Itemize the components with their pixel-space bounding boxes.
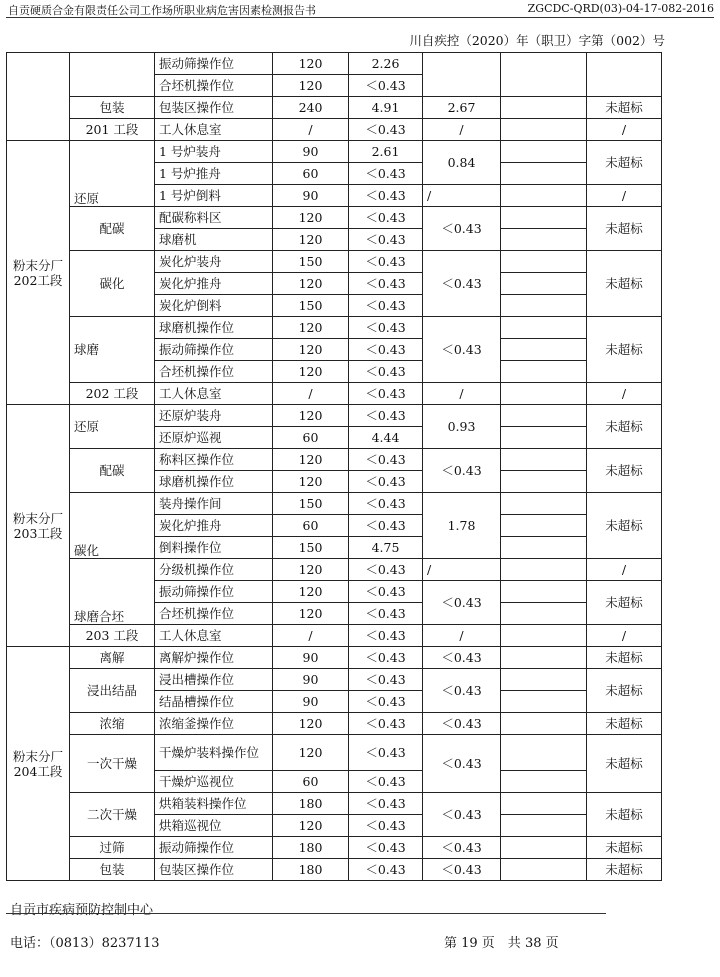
- contact-time-cell: 120: [273, 229, 349, 251]
- header-divider: [6, 17, 714, 18]
- contact-time-cell: 120: [273, 75, 349, 97]
- workshop-cell: [7, 53, 70, 141]
- report-header-title: 自贡硬质合金有限责任公司工作场所职业病危害因素检测报告书: [8, 4, 316, 17]
- process-cell: 还原: [70, 141, 155, 207]
- result-cell: 2.26: [349, 53, 423, 75]
- position-cell: 结晶槽操作位: [155, 691, 273, 713]
- result-cell: ＜0.43: [349, 339, 423, 361]
- position-cell: 炭化炉推舟: [155, 273, 273, 295]
- evaluation-cell: 未超标: [587, 141, 662, 185]
- contact-time-cell: 180: [273, 859, 349, 881]
- position-cell: 浸出槽操作位: [155, 669, 273, 691]
- contact-time-cell: 120: [273, 713, 349, 735]
- contact-time-cell: 150: [273, 493, 349, 515]
- twa-cell: ＜0.43: [423, 859, 501, 881]
- position-cell: 球磨机操作位: [155, 317, 273, 339]
- process-cell: 碳化: [70, 251, 155, 317]
- evaluation-cell: 未超标: [587, 735, 662, 793]
- contact-time-cell: 120: [273, 361, 349, 383]
- position-cell: 烘箱巡视位: [155, 815, 273, 837]
- result-cell: ＜0.43: [349, 449, 423, 471]
- contact-time-cell: 90: [273, 141, 349, 163]
- result-cell: ＜0.43: [349, 119, 423, 141]
- position-cell: 合坯机操作位: [155, 361, 273, 383]
- result-cell: ＜0.43: [349, 515, 423, 537]
- contact-time-cell: 150: [273, 251, 349, 273]
- blank-cell: [501, 837, 587, 859]
- position-cell: 称料区操作位: [155, 449, 273, 471]
- evaluation-cell: 未超标: [587, 97, 662, 119]
- contact-time-cell: 150: [273, 537, 349, 559]
- blank-cell: [501, 735, 587, 771]
- evaluation-cell: 未超标: [587, 493, 662, 559]
- result-cell: ＜0.43: [349, 273, 423, 295]
- contact-time-cell: 120: [273, 339, 349, 361]
- table-row: [7, 405, 662, 427]
- contact-time-cell: 60: [273, 771, 349, 793]
- process-cell: 球磨合坯: [70, 559, 155, 625]
- footer-divider: [6, 913, 606, 914]
- blank-cell: [501, 793, 587, 815]
- evaluation-cell: 未超标: [587, 647, 662, 669]
- contact-time-cell: 180: [273, 793, 349, 815]
- process-cell: 201 工段: [70, 119, 155, 141]
- blank-cell: [501, 537, 587, 559]
- position-cell: 球磨机操作位: [155, 471, 273, 493]
- contact-time-cell: 90: [273, 185, 349, 207]
- evaluation-cell: 未超标: [587, 207, 662, 251]
- result-cell: ＜0.43: [349, 815, 423, 837]
- table-row: [7, 793, 662, 815]
- process-cell: 碳化: [70, 493, 155, 559]
- twa-cell: ＜0.43: [423, 207, 501, 251]
- position-cell: 工人休息室: [155, 383, 273, 405]
- result-cell: ＜0.43: [349, 647, 423, 669]
- evaluation-cell: 未超标: [587, 581, 662, 625]
- table-row: [7, 251, 662, 273]
- process-cell: 球磨: [70, 317, 155, 383]
- process-cell: 配碳: [70, 207, 155, 251]
- blank-cell: [501, 581, 587, 603]
- position-cell: 装舟操作间: [155, 493, 273, 515]
- result-cell: 4.75: [349, 537, 423, 559]
- twa-cell: /: [423, 185, 501, 207]
- result-cell: ＜0.43: [349, 713, 423, 735]
- position-cell: 炭化炉装舟: [155, 251, 273, 273]
- table-row: [7, 97, 662, 119]
- blank-cell: [501, 141, 587, 163]
- contact-time-cell: 120: [273, 273, 349, 295]
- process-cell: 203 工段: [70, 625, 155, 647]
- table-row: [7, 559, 662, 581]
- evaluation-cell: /: [587, 119, 662, 141]
- result-cell: ＜0.43: [349, 793, 423, 815]
- table-row: [7, 647, 662, 669]
- position-cell: 合坯机操作位: [155, 603, 273, 625]
- result-cell: ＜0.43: [349, 669, 423, 691]
- table-row: [7, 625, 662, 647]
- process-cell: 浸出结晶: [70, 669, 155, 713]
- table-row: [7, 837, 662, 859]
- blank-cell: [501, 449, 587, 471]
- position-cell: 浓缩釜操作位: [155, 713, 273, 735]
- blank-cell: [501, 647, 587, 669]
- blank-cell: [501, 859, 587, 881]
- result-cell: ＜0.43: [349, 75, 423, 97]
- evaluation-cell: 未超标: [587, 713, 662, 735]
- position-cell: 包装区操作位: [155, 859, 273, 881]
- result-cell: ＜0.43: [349, 735, 423, 771]
- twa-cell: ＜0.43: [423, 837, 501, 859]
- blank-cell: [501, 815, 587, 837]
- position-cell: 球磨机: [155, 229, 273, 251]
- process-cell: 包装: [70, 859, 155, 881]
- position-cell: 工人休息室: [155, 625, 273, 647]
- result-cell: ＜0.43: [349, 493, 423, 515]
- process-cell: 离解: [70, 647, 155, 669]
- process-cell: 二次干燥: [70, 793, 155, 837]
- contact-time-cell: 120: [273, 603, 349, 625]
- blank-cell: [501, 669, 587, 691]
- blank-cell: [501, 229, 587, 251]
- blank-cell: [501, 185, 587, 207]
- position-cell: 炭化炉推舟: [155, 515, 273, 537]
- table-row: [7, 119, 662, 141]
- result-cell: ＜0.43: [349, 559, 423, 581]
- table-row: [7, 449, 662, 471]
- twa-cell: ＜0.43: [423, 669, 501, 713]
- position-cell: 分级机操作位: [155, 559, 273, 581]
- contact-time-cell: 120: [273, 581, 349, 603]
- result-cell: ＜0.43: [349, 185, 423, 207]
- evaluation-cell: 未超标: [587, 669, 662, 713]
- contact-time-cell: 120: [273, 207, 349, 229]
- process-cell: [70, 53, 155, 97]
- evaluation-cell: 未超标: [587, 837, 662, 859]
- contact-time-cell: 120: [273, 815, 349, 837]
- result-cell: 4.44: [349, 427, 423, 449]
- table-row: [7, 317, 662, 339]
- blank-cell: [501, 163, 587, 185]
- position-cell: 还原炉装舟: [155, 405, 273, 427]
- twa-cell: [423, 53, 501, 97]
- result-cell: ＜0.43: [349, 771, 423, 793]
- twa-cell: /: [423, 119, 501, 141]
- contact-time-cell: 120: [273, 735, 349, 771]
- position-cell: 配碳称料区: [155, 207, 273, 229]
- position-cell: 炭化炉倒料: [155, 295, 273, 317]
- measurement-table: [6, 52, 662, 881]
- blank-cell: [501, 713, 587, 735]
- result-cell: 2.61: [349, 141, 423, 163]
- contact-time-cell: 60: [273, 515, 349, 537]
- blank-cell: [501, 493, 587, 515]
- blank-cell: [501, 405, 587, 427]
- position-cell: 1 号炉倒料: [155, 185, 273, 207]
- blank-cell: [501, 471, 587, 493]
- evaluation-cell: /: [587, 559, 662, 581]
- evaluation-cell: 未超标: [587, 405, 662, 449]
- result-cell: ＜0.43: [349, 229, 423, 251]
- blank-cell: [501, 273, 587, 295]
- position-cell: 1 号炉装舟: [155, 141, 273, 163]
- position-cell: 倒料操作位: [155, 537, 273, 559]
- contact-time-cell: 120: [273, 449, 349, 471]
- contact-time-cell: 150: [273, 295, 349, 317]
- table-row: [7, 141, 662, 163]
- twa-cell: ＜0.43: [423, 793, 501, 837]
- result-cell: ＜0.43: [349, 163, 423, 185]
- result-cell: ＜0.43: [349, 603, 423, 625]
- table-row: [7, 383, 662, 405]
- result-cell: ＜0.43: [349, 207, 423, 229]
- result-cell: ＜0.43: [349, 625, 423, 647]
- blank-cell: [501, 97, 587, 119]
- table-row: [7, 493, 662, 515]
- blank-cell: [501, 427, 587, 449]
- blank-cell: [501, 53, 587, 97]
- twa-cell: ＜0.43: [423, 449, 501, 493]
- twa-cell: ＜0.43: [423, 713, 501, 735]
- twa-cell: ＜0.43: [423, 317, 501, 383]
- blank-cell: [501, 119, 587, 141]
- process-cell: 包装: [70, 97, 155, 119]
- process-cell: 一次干燥: [70, 735, 155, 793]
- evaluation-cell: 未超标: [587, 317, 662, 383]
- blank-cell: [501, 625, 587, 647]
- twa-cell: 2.67: [423, 97, 501, 119]
- contact-time-cell: /: [273, 625, 349, 647]
- report-header-code: ZGCDC-QRD(03)-04-17-082-2016: [527, 2, 714, 15]
- blank-cell: [501, 361, 587, 383]
- table-row: [7, 207, 662, 229]
- process-cell: 配碳: [70, 449, 155, 493]
- organization-name: 自贡市疾病预防控制中心: [10, 903, 154, 918]
- telephone: 电话：（0813）8237113: [10, 936, 160, 951]
- blank-cell: [501, 251, 587, 273]
- result-cell: ＜0.43: [349, 361, 423, 383]
- twa-cell: /: [423, 383, 501, 405]
- table-row: [7, 669, 662, 691]
- contact-time-cell: 120: [273, 471, 349, 493]
- position-cell: 振动筛操作位: [155, 339, 273, 361]
- contact-time-cell: /: [273, 383, 349, 405]
- contact-time-cell: 120: [273, 559, 349, 581]
- result-cell: ＜0.43: [349, 837, 423, 859]
- process-cell: 202 工段: [70, 383, 155, 405]
- position-cell: 离解炉操作位: [155, 647, 273, 669]
- page-number: 第 19 页 共 38 页: [444, 936, 559, 951]
- contact-time-cell: 120: [273, 317, 349, 339]
- contact-time-cell: 120: [273, 53, 349, 75]
- blank-cell: [501, 691, 587, 713]
- workshop-cell: 粉末分厂202工段: [7, 141, 70, 405]
- evaluation-cell: 未超标: [587, 793, 662, 837]
- twa-cell: /: [423, 625, 501, 647]
- process-cell: 还原: [70, 405, 155, 449]
- contact-time-cell: 90: [273, 691, 349, 713]
- twa-cell: ＜0.43: [423, 251, 501, 317]
- contact-time-cell: 120: [273, 405, 349, 427]
- blank-cell: [501, 771, 587, 793]
- contact-time-cell: 60: [273, 163, 349, 185]
- evaluation-cell: [587, 53, 662, 97]
- contact-time-cell: 90: [273, 669, 349, 691]
- result-cell: ＜0.43: [349, 295, 423, 317]
- table-row: [7, 735, 662, 771]
- table-row: [7, 53, 662, 75]
- process-cell: 过筛: [70, 837, 155, 859]
- blank-cell: [501, 207, 587, 229]
- position-cell: 还原炉巡视: [155, 427, 273, 449]
- contact-time-cell: 240: [273, 97, 349, 119]
- evaluation-cell: /: [587, 625, 662, 647]
- result-cell: ＜0.43: [349, 859, 423, 881]
- position-cell: 干燥炉巡视位: [155, 771, 273, 793]
- contact-time-cell: 180: [273, 837, 349, 859]
- table-row: [7, 859, 662, 881]
- blank-cell: [501, 559, 587, 581]
- position-cell: 干燥炉装料操作位: [155, 735, 273, 771]
- evaluation-cell: /: [587, 383, 662, 405]
- evaluation-cell: 未超标: [587, 449, 662, 493]
- evaluation-cell: /: [587, 185, 662, 207]
- result-cell: ＜0.43: [349, 251, 423, 273]
- position-cell: 振动筛操作位: [155, 837, 273, 859]
- blank-cell: [501, 295, 587, 317]
- result-cell: ＜0.43: [349, 691, 423, 713]
- result-cell: 4.91: [349, 97, 423, 119]
- document-number: 川自疾控（2020）年（职卫）字第（002）号: [409, 33, 665, 48]
- evaluation-cell: 未超标: [587, 251, 662, 317]
- blank-cell: [501, 515, 587, 537]
- twa-cell: /: [423, 559, 501, 581]
- position-cell: 合坯机操作位: [155, 75, 273, 97]
- blank-cell: [501, 339, 587, 361]
- twa-cell: 0.93: [423, 405, 501, 449]
- twa-cell: ＜0.43: [423, 581, 501, 625]
- position-cell: 振动筛操作位: [155, 53, 273, 75]
- result-cell: ＜0.43: [349, 317, 423, 339]
- position-cell: 1 号炉推舟: [155, 163, 273, 185]
- contact-time-cell: 90: [273, 647, 349, 669]
- result-cell: ＜0.43: [349, 405, 423, 427]
- position-cell: 工人休息室: [155, 119, 273, 141]
- blank-cell: [501, 603, 587, 625]
- blank-cell: [501, 317, 587, 339]
- result-cell: ＜0.43: [349, 581, 423, 603]
- position-cell: 烘箱装料操作位: [155, 793, 273, 815]
- result-cell: ＜0.43: [349, 471, 423, 493]
- twa-cell: ＜0.43: [423, 647, 501, 669]
- contact-time-cell: /: [273, 119, 349, 141]
- workshop-cell: 粉末分厂204工段: [7, 647, 70, 881]
- twa-cell: 0.84: [423, 141, 501, 185]
- table-row: [7, 713, 662, 735]
- evaluation-cell: 未超标: [587, 859, 662, 881]
- position-cell: 包装区操作位: [155, 97, 273, 119]
- workshop-cell: 粉末分厂203工段: [7, 405, 70, 647]
- position-cell: 振动筛操作位: [155, 581, 273, 603]
- twa-cell: ＜0.43: [423, 735, 501, 793]
- twa-cell: 1.78: [423, 493, 501, 559]
- process-cell: 浓缩: [70, 713, 155, 735]
- blank-cell: [501, 383, 587, 405]
- result-cell: ＜0.43: [349, 383, 423, 405]
- contact-time-cell: 60: [273, 427, 349, 449]
